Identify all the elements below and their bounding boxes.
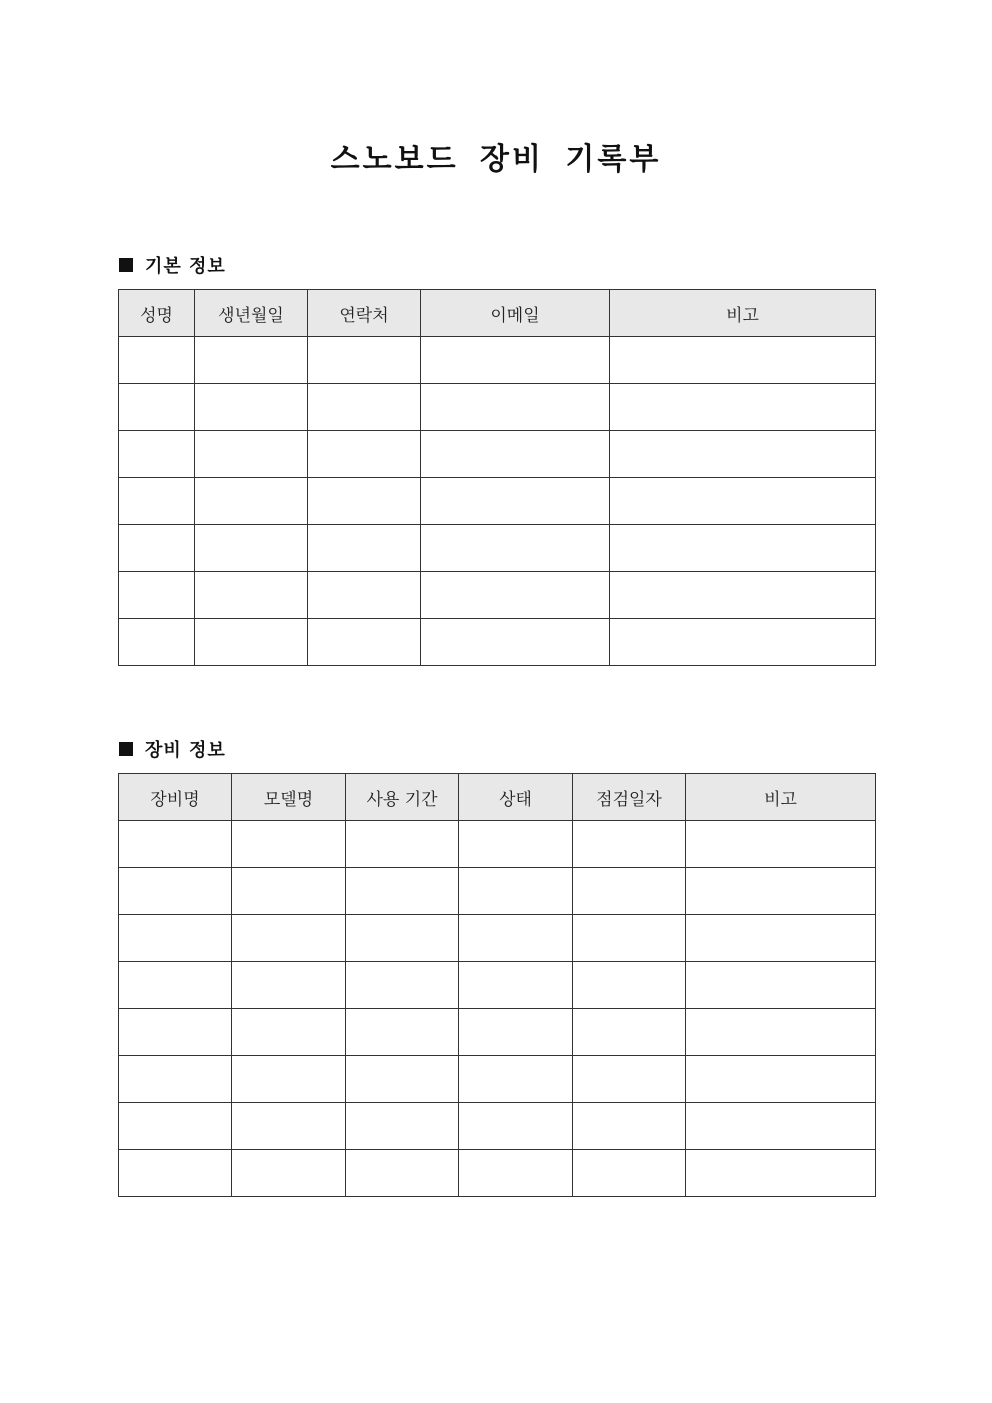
column-header-remarks: 비고 (610, 290, 876, 337)
table-cell[interactable] (686, 868, 876, 915)
table-cell[interactable] (686, 1056, 876, 1103)
table-cell[interactable] (195, 431, 308, 478)
table-row (119, 478, 876, 525)
table-cell[interactable] (308, 525, 421, 572)
table-cell[interactable] (686, 962, 876, 1009)
table-cell[interactable] (195, 478, 308, 525)
table-cell[interactable] (686, 1009, 876, 1056)
table-cell[interactable] (232, 1150, 346, 1197)
table-cell[interactable] (573, 915, 686, 962)
table-cell[interactable] (459, 1103, 573, 1150)
column-header-usage-period: 사용 기간 (346, 774, 459, 821)
table-cell[interactable] (119, 337, 195, 384)
column-header-name: 성명 (119, 290, 195, 337)
equipment-info-header-row (119, 774, 876, 821)
table-cell[interactable] (232, 1103, 346, 1150)
table-cell[interactable] (459, 915, 573, 962)
table-cell[interactable] (421, 431, 610, 478)
table-row (119, 572, 876, 619)
square-bullet-icon (119, 258, 133, 272)
table-cell[interactable] (610, 478, 876, 525)
basic-info-heading-label: 기본 정보 (145, 256, 226, 277)
table-cell[interactable] (459, 1056, 573, 1103)
table-cell[interactable] (686, 1150, 876, 1197)
table-cell[interactable] (232, 1009, 346, 1056)
column-header-inspection-date: 점검일자 (573, 774, 686, 821)
table-cell[interactable] (686, 1103, 876, 1150)
table-cell[interactable] (573, 868, 686, 915)
table-row (119, 619, 876, 666)
table-cell[interactable] (459, 821, 573, 868)
table-cell[interactable] (232, 1056, 346, 1103)
table-cell[interactable] (459, 962, 573, 1009)
column-header-model-name: 모델명 (232, 774, 346, 821)
table-cell[interactable] (459, 1009, 573, 1056)
table-cell[interactable] (232, 868, 346, 915)
table-cell[interactable] (346, 868, 459, 915)
table-row (119, 431, 876, 478)
table-cell[interactable] (573, 1103, 686, 1150)
column-header-equipment-name: 장비명 (119, 774, 232, 821)
table-cell[interactable] (346, 915, 459, 962)
table-cell[interactable] (195, 337, 308, 384)
table-cell[interactable] (346, 1009, 459, 1056)
table-cell[interactable] (195, 525, 308, 572)
table-cell[interactable] (346, 1150, 459, 1197)
table-row (119, 1103, 876, 1150)
table-cell[interactable] (195, 619, 308, 666)
table-cell[interactable] (686, 821, 876, 868)
table-cell[interactable] (119, 1056, 232, 1103)
table-cell[interactable] (308, 478, 421, 525)
table-row (119, 868, 876, 915)
table-row (119, 915, 876, 962)
table-cell[interactable] (421, 572, 610, 619)
table-cell[interactable] (686, 915, 876, 962)
table-cell[interactable] (119, 431, 195, 478)
table-cell[interactable] (119, 384, 195, 431)
table-cell[interactable] (119, 1150, 232, 1197)
table-cell[interactable] (610, 572, 876, 619)
equipment-info-heading-label: 장비 정보 (145, 740, 226, 761)
table-cell[interactable] (459, 1150, 573, 1197)
table-cell[interactable] (308, 431, 421, 478)
table-cell[interactable] (119, 619, 195, 666)
table-row (119, 962, 876, 1009)
table-row (119, 1056, 876, 1103)
table-cell[interactable] (232, 915, 346, 962)
column-header-email: 이메일 (421, 290, 610, 337)
column-header-condition: 상태 (459, 774, 573, 821)
table-cell[interactable] (195, 572, 308, 619)
table-cell[interactable] (119, 478, 195, 525)
equipment-info-heading (119, 737, 226, 761)
table-cell[interactable] (346, 1103, 459, 1150)
table-row (119, 384, 876, 431)
table-row (119, 337, 876, 384)
table-cell[interactable] (610, 619, 876, 666)
table-cell[interactable] (573, 1150, 686, 1197)
table-cell[interactable] (459, 868, 573, 915)
square-bullet-icon (119, 742, 133, 756)
table-cell[interactable] (573, 1056, 686, 1103)
table-cell[interactable] (232, 821, 346, 868)
column-header-remarks: 비고 (686, 774, 876, 821)
table-cell[interactable] (610, 337, 876, 384)
table-cell[interactable] (421, 478, 610, 525)
basic-info-header-row (119, 290, 876, 337)
column-header-contact: 연락처 (308, 290, 421, 337)
table-cell[interactable] (308, 337, 421, 384)
table-cell[interactable] (119, 1009, 232, 1056)
table-cell[interactable] (610, 384, 876, 431)
table-cell[interactable] (421, 619, 610, 666)
table-cell[interactable] (610, 525, 876, 572)
table-cell[interactable] (421, 337, 610, 384)
table-row (119, 525, 876, 572)
table-cell[interactable] (308, 572, 421, 619)
table-cell[interactable] (195, 384, 308, 431)
table-cell[interactable] (421, 384, 610, 431)
table-cell[interactable] (119, 821, 232, 868)
table-cell[interactable] (308, 619, 421, 666)
table-cell[interactable] (573, 821, 686, 868)
table-cell[interactable] (119, 572, 195, 619)
basic-info-table (118, 289, 876, 666)
table-row (119, 821, 876, 868)
table-row (119, 1150, 876, 1197)
table-cell[interactable] (610, 431, 876, 478)
column-header-birthdate: 생년월일 (195, 290, 308, 337)
table-cell[interactable] (421, 525, 610, 572)
page-title: 스노보드 장비 기록부 (330, 142, 662, 177)
table-cell[interactable] (119, 962, 232, 1009)
table-cell[interactable] (308, 384, 421, 431)
table-cell[interactable] (573, 1009, 686, 1056)
basic-info-heading (119, 253, 226, 277)
table-cell[interactable] (119, 525, 195, 572)
table-cell[interactable] (346, 821, 459, 868)
equipment-info-table (118, 773, 876, 1197)
table-cell[interactable] (119, 1103, 232, 1150)
table-row (119, 1009, 876, 1056)
table-cell[interactable] (232, 962, 346, 1009)
table-cell[interactable] (119, 915, 232, 962)
table-cell[interactable] (346, 1056, 459, 1103)
table-cell[interactable] (119, 868, 232, 915)
table-cell[interactable] (346, 962, 459, 1009)
table-cell[interactable] (573, 962, 686, 1009)
